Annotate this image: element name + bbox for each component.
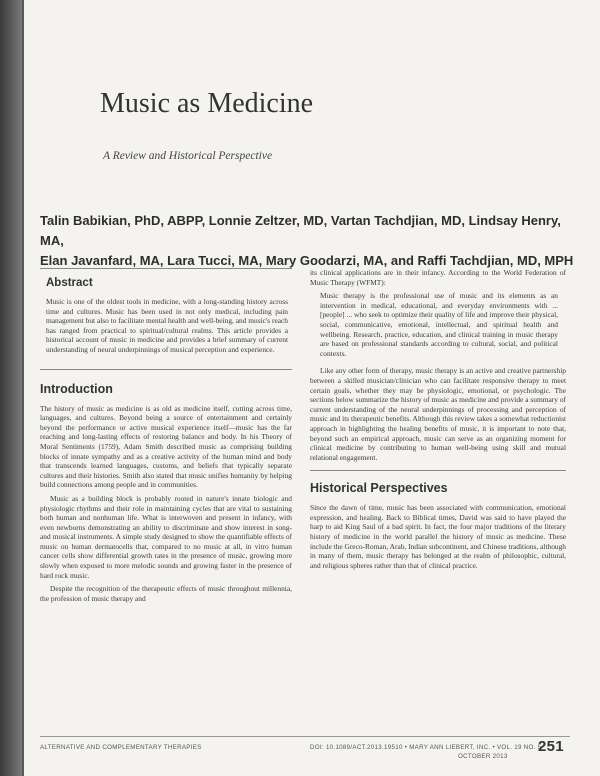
intro-paragraph: Music as a building block is probably rooted in nature's innate biologic and physiologic rhythms and their role in maintaining cycles that are vital to sustaining both human and nonhuman life. What is interwoven and present in infancy, with even newborns demonstrating an ability to discriminate and show interest in song- and musical instruments. A simple study designed to show the quantifiable effects of music on human dermatocells that, compared to no music at all, in vitro human cancer cells show differential growth rates in the presence of music, growing more slowly when exposed to more melodic sounds and growing faster in the presence of hard rock music. <box>40 493 292 580</box>
right-column <box>310 268 566 574</box>
quote-text: Music therapy is the professional use of music and its elements as an intervention in medical, educational, and everyday environments with ... [people] ... who seek to optimize their quality of life and improve their physical, social, communicative, emotional, intellectual, and spiritual health and wellbeing. Research, practice, education, and clinical training in music therapy are based on professional standards according to cultural, social, and political contexts. <box>320 291 558 358</box>
article-title: Music as Medicine <box>100 88 314 119</box>
introduction-heading: Introduction <box>40 381 113 396</box>
page-edge-shadow <box>0 0 22 776</box>
left-margin-rule <box>22 0 24 776</box>
author-line: Elan Javanfard, MA, Lara Tucci, MA, Mary Goodarzi, MA, and Raffi Tachdjian, MD, MPH <box>40 253 574 268</box>
section-divider <box>310 470 566 471</box>
intro-paragraph: Despite the recognition of the therapeutic effects of music throughout millennia, the profession of music therapy and <box>40 584 292 603</box>
author-list <box>40 211 580 271</box>
abstract-box <box>40 268 292 370</box>
intro-paragraph: The history of music as medicine is as old as medicine itself, cutting across time, languages, and cultures. Beyond being a source of entertainment and certainly beyond the performance or active musical experience itself—music has the far reaching and long-lasting effects of restoring balance and body. In his Theory of Moral Sentiments (1759), Adam Smith described music as comprising building blocks of innate sympathy and as a creative activity of the human mind and body that transcends learned languages, customs, and beliefs that typically separate cultures and their histories. Smith also stated that music unifies humanity by helping build connections among people and in communities. <box>40 403 292 490</box>
issue-date: OCTOBER 2013 <box>458 753 508 760</box>
doi-line: DOI: 10.1089/ACT.2013.19510 • MARY ANN LIEBERT, INC. • VOL. 19 NO. 5 <box>310 744 542 751</box>
abstract-text: Music is one of the oldest tools in medicine, with a long-standing history across time and cultures. Music has been used in not only medical, including pain management but also to facilitate mental health and well-being, and music's reach has ranged from practical to spiritual/cultural realms. This article provides a historical account of music in medicine and provides a brief summary of current understanding of neural underpinnings of musical perception and experience. <box>46 297 288 354</box>
abstract-heading: Abstract <box>46 277 93 289</box>
historical-paragraph: Since the dawn of time, music has been associated with communication, emotional expression, and healing. Back to Biblical times, David was said to have played the harp to aid King Saul of a bad spirit. In fact, the four major traditions of the literary history of medicine in the world parallel the history of music as medicine. These include the Greco-Roman, Arab, Indian subcontinent, and Chinese traditions, although in many of them, music therapy has belonged at the realm of philosophic, cultural, and religious spheres rather than that of clinical practice. <box>310 503 566 570</box>
left-column <box>40 268 292 607</box>
journal-name: ALTERNATIVE AND COMPLEMENTARY THERAPIES <box>40 744 202 751</box>
footer-rule <box>40 736 570 737</box>
page-number: 251 <box>538 738 564 755</box>
intro-continued: its clinical applications are in their infancy. According to the World Federation of Music Therapy (WFMT): <box>310 268 566 287</box>
wfmt-quote <box>310 291 566 358</box>
historical-heading: Historical Perspectives <box>310 481 448 496</box>
author-line: Talin Babikian, PhD, ABPP, Lonnie Zeltzer, MD, Vartan Tachdjian, MD, Lindsay Henry, MA, <box>40 213 561 248</box>
article-subtitle: A Review and Historical Perspective <box>103 150 273 162</box>
therapy-paragraph: Like any other form of therapy, music therapy is an active and creative partnership between a skilled musician/clinician who can facilitate responsive therapy to meet certain goals, whether they may be physiologic, emotional, or psychologic. The sections below summarize the history of music as medicine and provide a summary of current understanding of the neural underpinnings of processing and perception of music and its therapeutic benefits. Although this review takes a somewhat reductionist approach in highlighting the healing benefits of music, it is important to note that, beyond such an empirical approach, music can serve as an organizing moment for clinical medicine by contributing to human well-being using skill and mutual relational engagement. <box>310 366 566 462</box>
